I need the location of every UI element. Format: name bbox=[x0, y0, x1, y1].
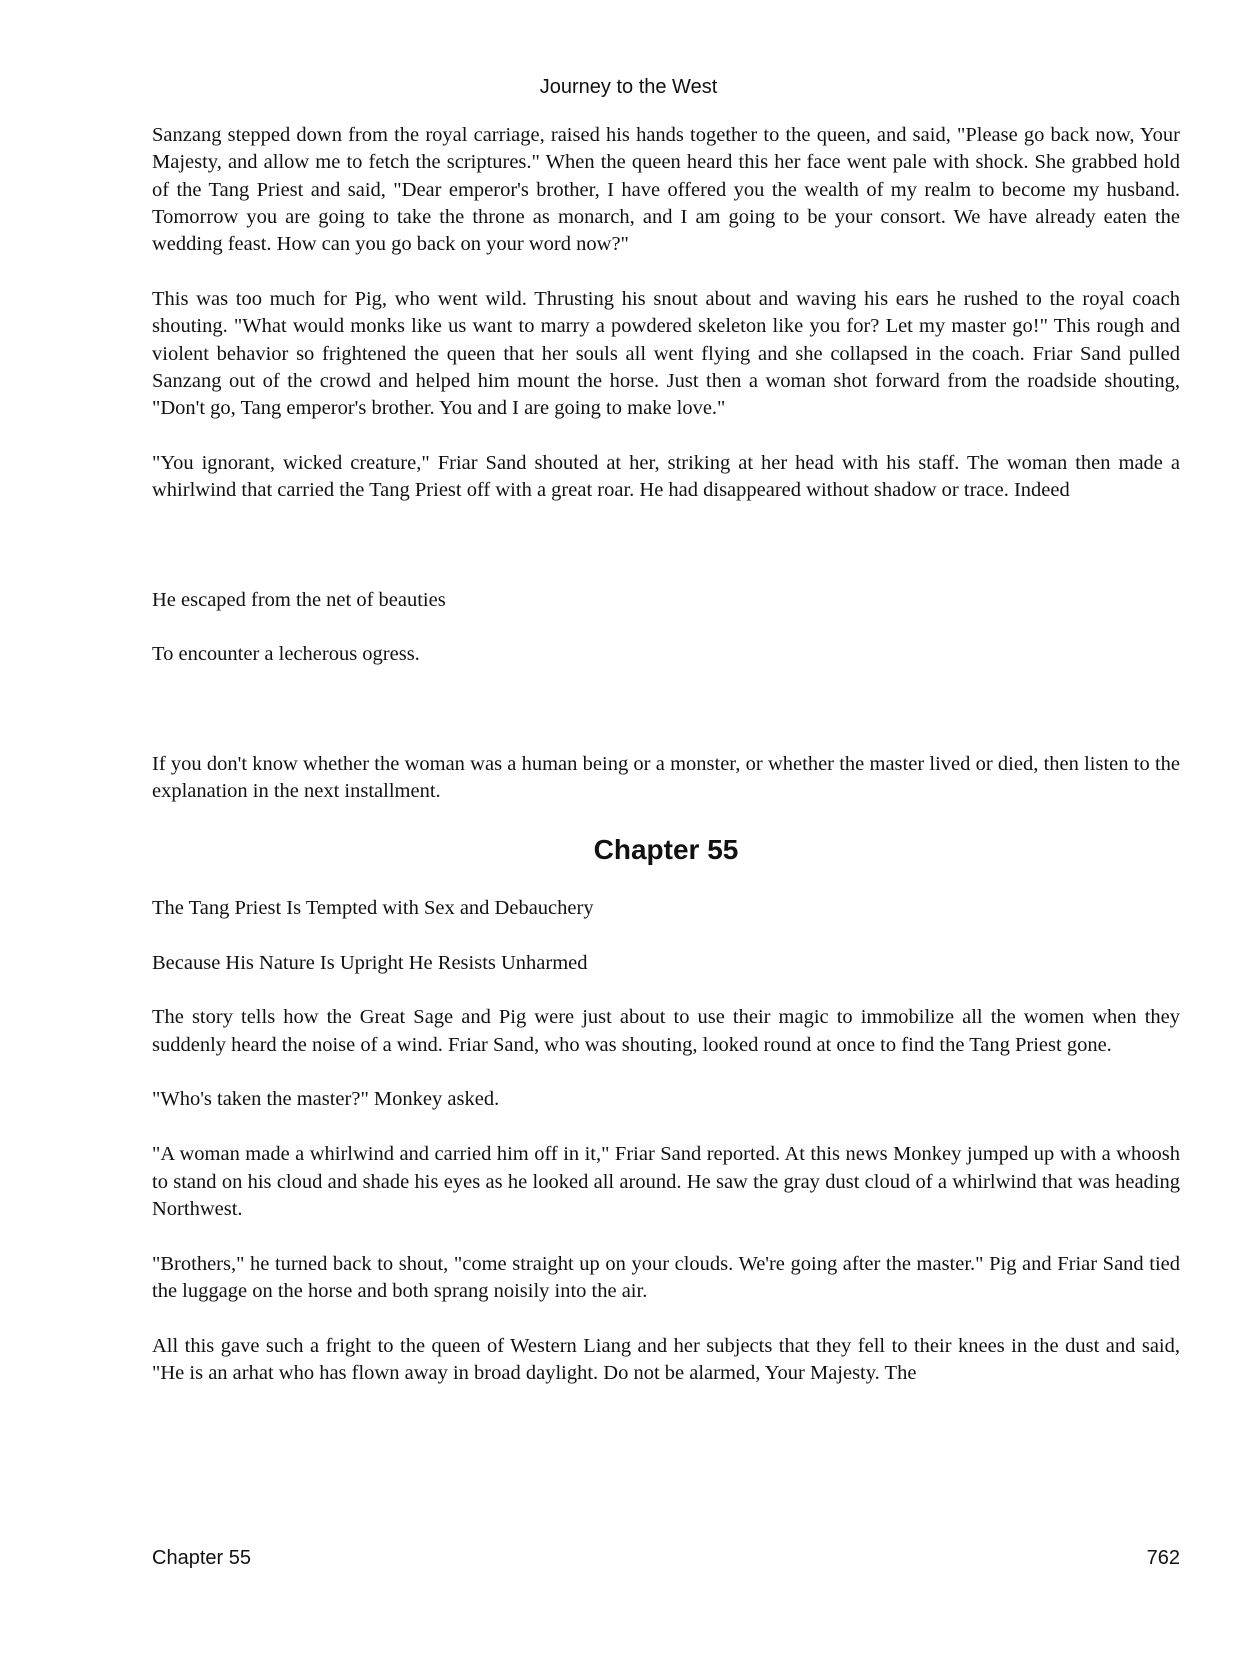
closing-paragraph: If you don't know whether the woman was a human being or a monster, or whether the master lived or died, then listen to the explanation in the next installment. bbox=[152, 752, 1180, 802]
verse-line: To encounter a lecherous ogress. bbox=[152, 643, 420, 666]
running-header: Journey to the West bbox=[539, 76, 718, 98]
running-footer bbox=[152, 1547, 1180, 1570]
footer-chapter: Chapter 55 bbox=[152, 1547, 251, 1569]
paragraph: This was too much for Pig, who went wild. Thrusting his snout about and waving his ears he rushed to the royal coach shouting. "What would monks like us want to marry a powdered skeleton like you for? Let my master go!" This rough and violent behavior so frightened the queen that her souls all went flying and she collapsed in the coach. Friar Sand pulled Sanzang out of the crowd and helped him mount the horse. Just then a woman shot forward from the roadside shouting, "Don't go, Tang emperor's brother. You and I are going to make love." bbox=[152, 287, 1180, 420]
chapter-subtitle: Because His Nature Is Upright He Resists Unharmed bbox=[152, 951, 588, 974]
paragraph: All this gave such a fright to the queen of Western Liang and her subjects that they fell to their knees in the dust and said, "He is an arhat who has flown away in broad daylight. Do not be alarmed, Your Majesty. The bbox=[152, 1334, 1180, 1385]
paragraph: "Brothers," he turned back to shout, "come straight up on your clouds. We're going after the master." Pig and Friar Sand tied the luggage on the horse and both sprang noisily into the air. bbox=[152, 1252, 1180, 1302]
page-body bbox=[152, 122, 1180, 1415]
paragraph: "A woman made a whirlwind and carried him off in it," Friar Sand reported. At this news Monkey jumped up with a whoosh to stand on his cloud and shade his eyes as he looked all around. He saw the gray dust cloud of a whirlwind that was heading Northwest. bbox=[152, 1143, 1180, 1220]
paragraph: Sanzang stepped down from the royal carriage, raised his hands together to the queen, and said, "Please go back now, Your Majesty, and allow me to fetch the scriptures." When the queen heard this her face went pale with shock. She grabbed hold of the Tang Priest and said, "Dear emperor's brother, I have offered you the wealth of my realm to become my husband. Tomorrow you are going to take the throne as monarch, and I am going to be your consort. We have already eaten the wedding feast. How can you go back on your word now?" bbox=[152, 124, 1180, 256]
verse-line: He escaped from the net of beauties bbox=[152, 588, 446, 611]
paragraph: "Who's taken the master?" Monkey asked. bbox=[152, 1088, 500, 1111]
paragraph: "You ignorant, wicked creature," Friar Sand shouted at her, striking at her head with his staff. The woman then made a whirlwind that carried the Tang Priest off with a great roar. He had disappeared without shadow or trace. Indeed bbox=[152, 451, 1180, 502]
paragraph: The story tells how the Great Sage and Pig were just about to use their magic to immobilize all the women when they suddenly heard the noise of a wind. Friar Sand, who was shouting, looked round at once to find the Tang Priest gone. bbox=[152, 1006, 1180, 1056]
chapter-title: Chapter 55 bbox=[593, 833, 739, 865]
chapter-subtitle: The Tang Priest Is Tempted with Sex and Debauchery bbox=[152, 896, 594, 919]
page-number: 762 bbox=[1146, 1547, 1180, 1569]
